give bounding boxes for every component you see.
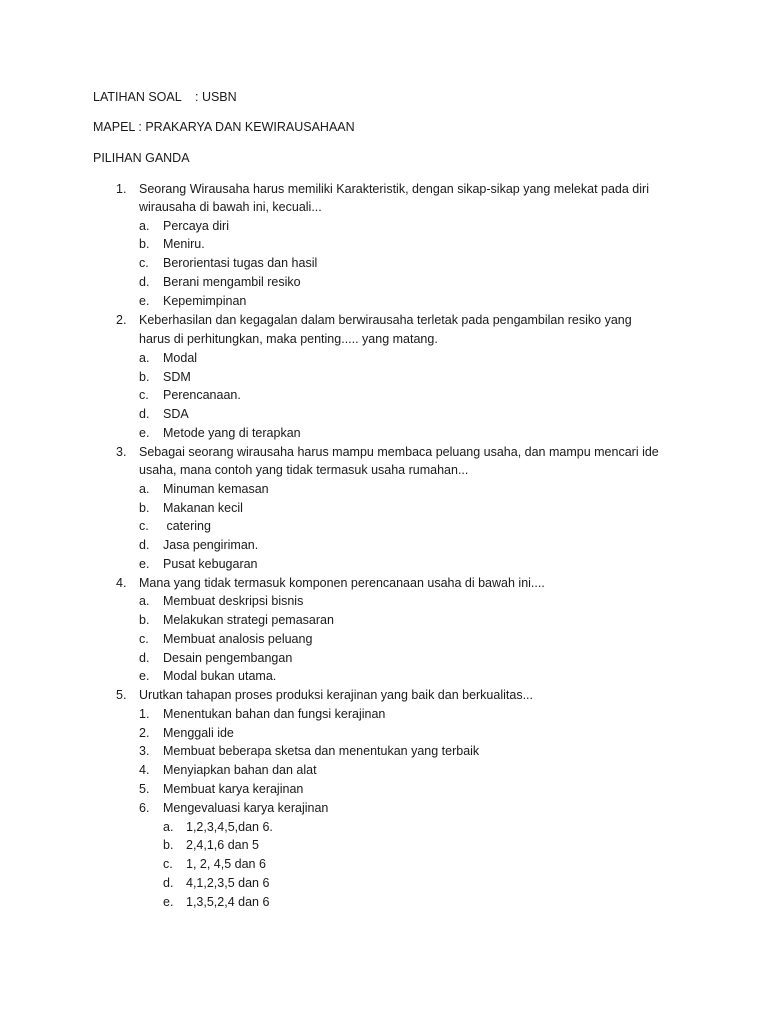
- option-text: SDM: [163, 370, 191, 384]
- question-text-line: usaha, mana contoh yang tidak termasuk usaha rumahan...: [139, 463, 469, 477]
- option-text: Makanan kecil: [163, 501, 243, 515]
- title-value: : USBN: [195, 90, 237, 104]
- option-text: Membuat deskripsi bisnis: [163, 594, 304, 608]
- question-text-line: 4. Mana yang tidak termasuk komponen perencanaan usaha di bawah ini....: [116, 576, 545, 590]
- option-text: Kepemimpinan: [163, 294, 247, 308]
- question-text-line: harus di perhitungkan, maka penting..... yang matang.: [139, 332, 438, 346]
- option-text: 1,3,5,2,4 dan 6: [186, 895, 270, 909]
- option-label: b.: [139, 613, 150, 627]
- option-text: 4,1,2,3,5 dan 6: [186, 876, 270, 890]
- step-label: 6.: [139, 801, 150, 815]
- option-label: a.: [139, 482, 150, 496]
- option-text: catering: [163, 519, 211, 533]
- question-text-line: 3. Sebagai seorang wirausaha harus mampu membaca peluang usaha, dan mampu mencari ide: [116, 445, 659, 459]
- option-label: e.: [163, 895, 174, 909]
- option-label: c.: [139, 519, 149, 533]
- option-text: Pusat kebugaran: [163, 557, 258, 571]
- option-text: Melakukan strategi pemasaran: [163, 613, 334, 627]
- option-label: b.: [139, 370, 150, 384]
- option-label: e.: [139, 294, 150, 308]
- option-text: Meniru.: [163, 237, 205, 251]
- question-text-line: 1. Seorang Wirausaha harus memiliki Karakteristik, dengan sikap-sikap yang melekat pada diri: [116, 182, 649, 196]
- option-label: e.: [139, 426, 150, 440]
- question-text-line: wirausaha di bawah ini, kecuali...: [139, 200, 322, 214]
- option-text: Modal bukan utama.: [163, 669, 277, 683]
- question-text-line: 5. Urutkan tahapan proses produksi kerajinan yang baik dan berkualitas...: [116, 688, 533, 702]
- option-label: a.: [163, 820, 174, 834]
- option-text: Berorientasi tugas dan hasil: [163, 256, 318, 270]
- option-label: a.: [139, 219, 150, 233]
- section-heading: PILIHAN GANDA: [93, 151, 190, 165]
- option-label: b.: [163, 838, 174, 852]
- subject-line: MAPEL : PRAKARYA DAN KEWIRAUSAHAAN: [93, 120, 355, 134]
- option-text: Percaya diri: [163, 219, 229, 233]
- step-text: Membuat beberapa sketsa dan menentukan yang terbaik: [163, 744, 480, 758]
- question-number: 2.: [116, 313, 127, 327]
- option-text: 1,2,3,4,5,dan 6.: [186, 820, 273, 834]
- option-label: c.: [139, 632, 149, 646]
- option-text: Jasa pengiriman.: [163, 538, 259, 552]
- question-text-line: 2. Keberhasilan dan kegagalan dalam berwirausaha terletak pada pengambilan resiko yang: [116, 313, 632, 327]
- step-text: Menentukan bahan dan fungsi kerajinan: [163, 707, 386, 721]
- option-text: 1, 2, 4,5 dan 6: [186, 857, 266, 871]
- option-label: e.: [139, 669, 150, 683]
- step-label: 2.: [139, 726, 150, 740]
- option-label: a.: [139, 351, 150, 365]
- step-text: Mengevaluasi karya kerajinan: [163, 801, 329, 815]
- option-label: b.: [139, 501, 150, 515]
- option-text: Perencanaan.: [163, 388, 241, 402]
- step-label: 3.: [139, 744, 150, 758]
- option-label: a.: [139, 594, 150, 608]
- option-text: 2,4,1,6 dan 5: [186, 838, 259, 852]
- option-label: d.: [139, 407, 150, 421]
- option-text: SDA: [163, 407, 189, 421]
- step-label: 4.: [139, 763, 150, 777]
- option-text: Desain pengembangan: [163, 651, 293, 665]
- option-label: b.: [139, 237, 150, 251]
- option-label: e.: [139, 557, 150, 571]
- option-label: c.: [139, 256, 149, 270]
- option-label: d.: [139, 275, 150, 289]
- step-text: Menyiapkan bahan dan alat: [163, 763, 317, 777]
- step-text: Menggali ide: [163, 726, 234, 740]
- step-label: 1.: [139, 707, 150, 721]
- question-number: 3.: [116, 445, 127, 459]
- option-label: d.: [139, 651, 150, 665]
- step-text: Membuat karya kerajinan: [163, 782, 304, 796]
- option-label: d.: [163, 876, 174, 890]
- question-number: 1.: [116, 182, 127, 196]
- option-text: Modal: [163, 351, 198, 365]
- step-label: 5.: [139, 782, 150, 796]
- option-text: Minuman kemasan: [163, 482, 269, 496]
- option-label: c.: [139, 388, 149, 402]
- option-text: Membuat analosis peluang: [163, 632, 313, 646]
- option-label: d.: [139, 538, 150, 552]
- question-number: 4.: [116, 576, 127, 590]
- option-text: Metode yang di terapkan: [163, 426, 301, 440]
- document-title: [93, 89, 237, 105]
- title-label: LATIHAN SOAL: [93, 90, 182, 104]
- option-text: Berani mengambil resiko: [163, 275, 301, 289]
- question-number: 5.: [116, 688, 127, 702]
- option-label: c.: [163, 857, 173, 871]
